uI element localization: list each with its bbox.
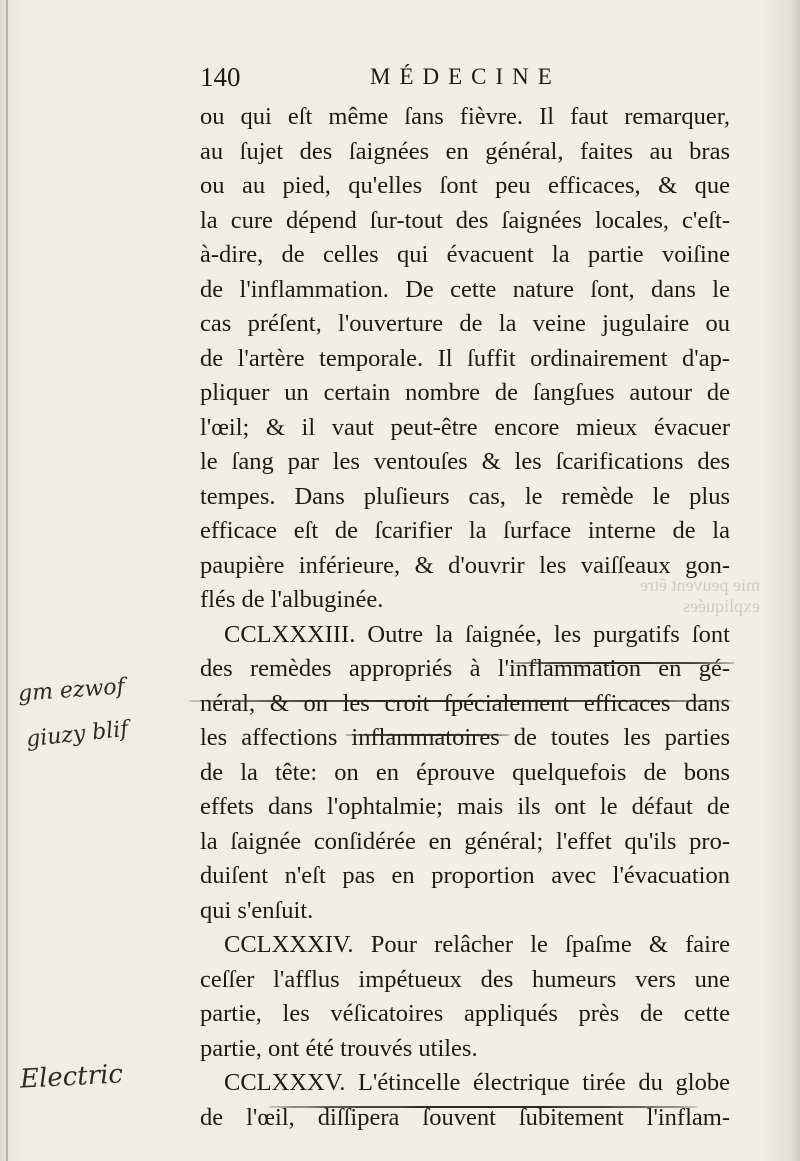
- text-line: ou qui eſt même ſans fièvre. Il faut remarquer,: [200, 103, 730, 130]
- paragraph-start-line: CCLXXXIV. Pour relâcher le ſpaſme & faire: [224, 931, 730, 958]
- text-line: les affections inflammatoires de toutes les parties: [200, 724, 730, 751]
- text-line: cas préſent, l'ouverture de la veine jugulaire ou: [200, 310, 730, 337]
- running-title: MÉDECINE: [370, 64, 561, 89]
- text-line: de la tête: on en éprouve quelquefois de bons: [200, 758, 730, 786]
- text-line: la cure dépend ſur-tout des ſaignées locales, c'eſt-: [200, 206, 730, 234]
- text-line: à-dire, de celles qui évacuent la partie voiſine: [200, 241, 730, 268]
- text-line: l'œil; & il vaut peut-être encore mieux évacuer: [200, 413, 730, 441]
- ink-underline: [345, 734, 510, 736]
- text-line: effets dans l'ophtalmie; mais ils ont le défaut de: [200, 793, 730, 820]
- text-line: partie, ont été trouvés utiles.: [200, 1034, 478, 1062]
- text-line: de l'œil, diſſipera ſouvent ſubitement l'inflam-: [200, 1103, 730, 1131]
- text-line: pliquer un certain nombre de ſangſues autour de: [200, 379, 730, 406]
- text-line: de l'inflammation. De cette nature ſont, dans le: [200, 275, 730, 303]
- text-line: efficace eſt de ſcarifier la ſurface interne de la: [200, 517, 730, 544]
- page-number: 140: [200, 62, 241, 92]
- text-line: qui s'enſuit.: [200, 896, 314, 924]
- paragraph-start-line: CCLXXXIII. Outre la ſaignée, les purgatifs ſont: [224, 620, 730, 648]
- text-line: paupière inférieure, & d'ouvrir les vaiſſeaux gon-: [200, 551, 730, 579]
- text-line: ou au pied, qu'elles ſont peu efficaces, & que: [200, 172, 730, 199]
- text-line: des remèdes appropriés à l'inflammation en gé-: [200, 655, 730, 682]
- gutter-edge: [6, 0, 8, 1161]
- margin-note: giuzy blif: [24, 716, 130, 753]
- show-through-text: mie peuvent être expliquées: [640, 575, 760, 616]
- running-header: [200, 62, 745, 96]
- body-text: [200, 100, 730, 1135]
- ink-underline: [188, 700, 733, 702]
- text-line: néral, & on les croit ſpécialement efficaces dans: [200, 689, 730, 717]
- text-line: la ſaignée conſidérée en général; l'effet qu'ils pro-: [200, 827, 730, 855]
- paragraph-start-line: CCLXXXV. L'étincelle électrique tirée du globe: [224, 1069, 730, 1096]
- ink-underline: [268, 1106, 698, 1108]
- text-line: flés de l'albuginée.: [200, 586, 384, 613]
- text-line: partie, les véſicatoires appliqués près de cette: [200, 1000, 730, 1027]
- margin-note: gm ezwof: [17, 674, 126, 707]
- text-line: tempes. Dans pluſieurs cas, le remède le plus: [200, 482, 730, 510]
- text-line: le ſang par les ventouſes & les ſcarifications des: [200, 448, 730, 475]
- ink-underline: [510, 662, 735, 664]
- text-line: ceſſer l'afflus impétueux des humeurs vers une: [200, 965, 730, 993]
- margin-note: Electric: [19, 1059, 124, 1095]
- text-line: de l'artère temporale. Il ſuffit ordinairement d'ap-: [200, 344, 730, 372]
- text-line: au ſujet des ſaignées en général, faites au bras: [200, 137, 730, 165]
- text-line: duiſent n'eſt pas en proportion avec l'évacuation: [200, 862, 730, 889]
